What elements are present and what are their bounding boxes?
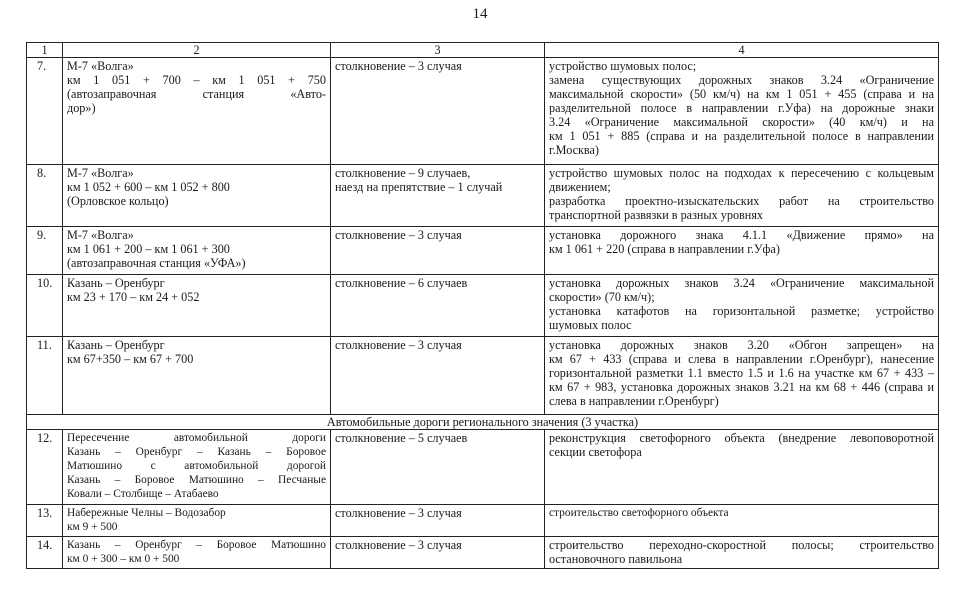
page-number: 14 <box>472 6 488 22</box>
road-location <box>63 430 331 505</box>
measure-line: установка дорожного знака 4.1.1 «Движение прямо» на <box>549 228 934 242</box>
location-line: км 1 051 + 700 – км 1 051 + 750 <box>67 73 326 87</box>
accident-types <box>331 227 545 275</box>
accident-types <box>331 165 545 227</box>
location-line: (автозаправочная станция «УФА») <box>67 256 246 270</box>
measure-line: км 67 + 983, установка дорожных знаков 3.21 на км 68 + 446 (справа и <box>549 380 934 394</box>
header-col-1: 1 <box>27 43 63 58</box>
header-col-3: 3 <box>331 43 545 58</box>
measure-line: установка дорожных знаков 3.20 «Обгон запрещен» на <box>549 338 934 352</box>
location-line: км 67+350 – км 67 + 700 <box>67 352 194 366</box>
accident-line: столкновение – 3 случая <box>335 506 462 520</box>
location-line: Казань – Оренбург – Казань – Боровое <box>67 446 326 458</box>
measure-line: км 67 + 433 (справа и слева в направлении г.Оренбург), нанесение <box>549 352 934 366</box>
row-number: 10. <box>27 275 63 337</box>
row-number: 14. <box>27 537 63 569</box>
measure-line: замена существующих дорожных знаков 3.24 «Ограничение <box>549 73 934 87</box>
location-line: км 0 + 300 – км 0 + 500 <box>67 553 180 565</box>
location-line: Казань – Оренбург <box>67 338 165 352</box>
accident-types <box>331 537 545 569</box>
accident-types <box>331 505 545 537</box>
accident-line: столкновение – 5 случаев <box>335 431 468 445</box>
measure-line: реконструкция светофорного объекта (внедрение левоповоротной <box>549 431 934 445</box>
measure-line: секции светофора <box>549 445 642 459</box>
measure-line: 3.24 «Ограничение максимальной скорости» (40 км/ч) и на <box>549 115 934 129</box>
location-line: Казань – Оренбург <box>67 276 165 290</box>
table-row <box>27 58 939 165</box>
row-number: 8. <box>27 165 63 227</box>
location-line: Пересечение автомобильной дороги <box>67 432 326 444</box>
accident-types <box>331 337 545 415</box>
location-line: (Орловское кольцо) <box>67 194 169 208</box>
location-line: М-7 «Волга» <box>67 228 134 242</box>
measure-line: транспортной развязки в разных уровнях <box>549 208 764 222</box>
row-number: 11. <box>27 337 63 415</box>
accident-types <box>331 58 545 165</box>
row-number: 7. <box>27 58 63 165</box>
header-col-2: 2 <box>63 43 331 58</box>
measure-line: установка катафотов на горизонтальной разметке; устройство <box>549 304 934 318</box>
location-line: дор») <box>67 101 96 115</box>
measure-line: строительство переходно-скоростной полосы; строительство <box>549 538 934 552</box>
header-row <box>27 43 939 58</box>
road-location <box>63 505 331 537</box>
measure-line: км 1 061 + 220 (справа в направлении г.Уфа) <box>549 242 780 256</box>
accident-line: столкновение – 3 случая <box>335 59 462 73</box>
measure-line: слева в направлении г.Оренбург) <box>549 394 719 408</box>
header-col-4: 4 <box>545 43 939 58</box>
location-line: Матюшино с автомобильной дорогой <box>67 460 326 472</box>
accident-line: столкновение – 3 случая <box>335 538 462 552</box>
row-number: 12. <box>27 430 63 505</box>
measures <box>545 165 939 227</box>
measures <box>545 275 939 337</box>
road-location <box>63 227 331 275</box>
location-line: М-7 «Волга» <box>67 59 134 73</box>
measure-line: устройство шумовых полос; <box>549 59 697 73</box>
location-line: М-7 «Волга» <box>67 166 134 180</box>
measures <box>545 337 939 415</box>
measure-line: максимальной скорости» (50 км/ч) на км 1 051 + 455 (справа и на <box>549 87 934 101</box>
accident-line: столкновение – 3 случая <box>335 228 462 242</box>
road-location <box>63 537 331 569</box>
location-line: Казань – Оренбург – Боровое Матюшино <box>67 539 326 551</box>
accident-line: наезд на препятствие – 1 случай <box>335 180 503 194</box>
measures <box>545 430 939 505</box>
measures <box>545 58 939 165</box>
measure-line: горизонтальной разметки 1.1 вместо 1.5 и 1.6 на участке км 67 + 433 – <box>549 366 934 380</box>
accident-types <box>331 275 545 337</box>
measure-line: разделительной полосе в направлении г.Уфа) на дорожные знаки <box>549 101 934 115</box>
measure-line: установка дорожных знаков 3.24 «Ограничение максимальной <box>549 276 934 290</box>
table-row <box>27 165 939 227</box>
section-title: Автомобильные дороги регионального значения (3 участка) <box>27 415 939 430</box>
row-number: 13. <box>27 505 63 537</box>
accident-line: столкновение – 3 случая <box>335 338 462 352</box>
measure-line: шумовых полос <box>549 318 632 332</box>
measure-line: г.Москва) <box>549 143 599 157</box>
road-location <box>63 165 331 227</box>
accident-line: столкновение – 9 случаев, <box>335 166 471 180</box>
accident-sites-table <box>26 42 939 569</box>
table-row <box>27 430 939 505</box>
accident-types <box>331 430 545 505</box>
table-row <box>27 227 939 275</box>
measure-line: движением; <box>549 180 611 194</box>
measures <box>545 537 939 569</box>
location-line: Казань – Боровое Матюшино – Песчаные <box>67 474 326 486</box>
table-row <box>27 537 939 569</box>
section-header-row <box>27 415 939 430</box>
location-line: Набережные Челны – Водозабор <box>67 507 226 519</box>
accident-line: столкновение – 6 случаев <box>335 276 468 290</box>
measure-line: устройство шумовых полос на подходах к пересечению с кольцевым <box>549 166 934 180</box>
measures <box>545 227 939 275</box>
location-line: км 23 + 170 – км 24 + 052 <box>67 290 200 304</box>
road-location <box>63 337 331 415</box>
measure-line: строительство светофорного объекта <box>549 507 729 519</box>
location-line: Ковали – Столбище – Атабаево <box>67 488 219 500</box>
table-row <box>27 505 939 537</box>
road-location <box>63 275 331 337</box>
location-line: (автозаправочная станция «Авто- <box>67 87 326 101</box>
table-row <box>27 275 939 337</box>
location-line: км 1 061 + 200 – км 1 061 + 300 <box>67 242 230 256</box>
measure-line: разработка проектно-изыскательских работ на строительство <box>549 194 934 208</box>
measure-line: скорости» (70 км/ч); <box>549 290 655 304</box>
measure-line: км 1 051 + 885 (справа и на разделительной полосе в направлении <box>549 129 934 143</box>
row-number: 9. <box>27 227 63 275</box>
road-location <box>63 58 331 165</box>
measures <box>545 505 939 537</box>
table-row <box>27 337 939 415</box>
location-line: км 9 + 500 <box>67 521 118 533</box>
measure-line: остановочного павильона <box>549 552 683 566</box>
location-line: км 1 052 + 600 – км 1 052 + 800 <box>67 180 230 194</box>
